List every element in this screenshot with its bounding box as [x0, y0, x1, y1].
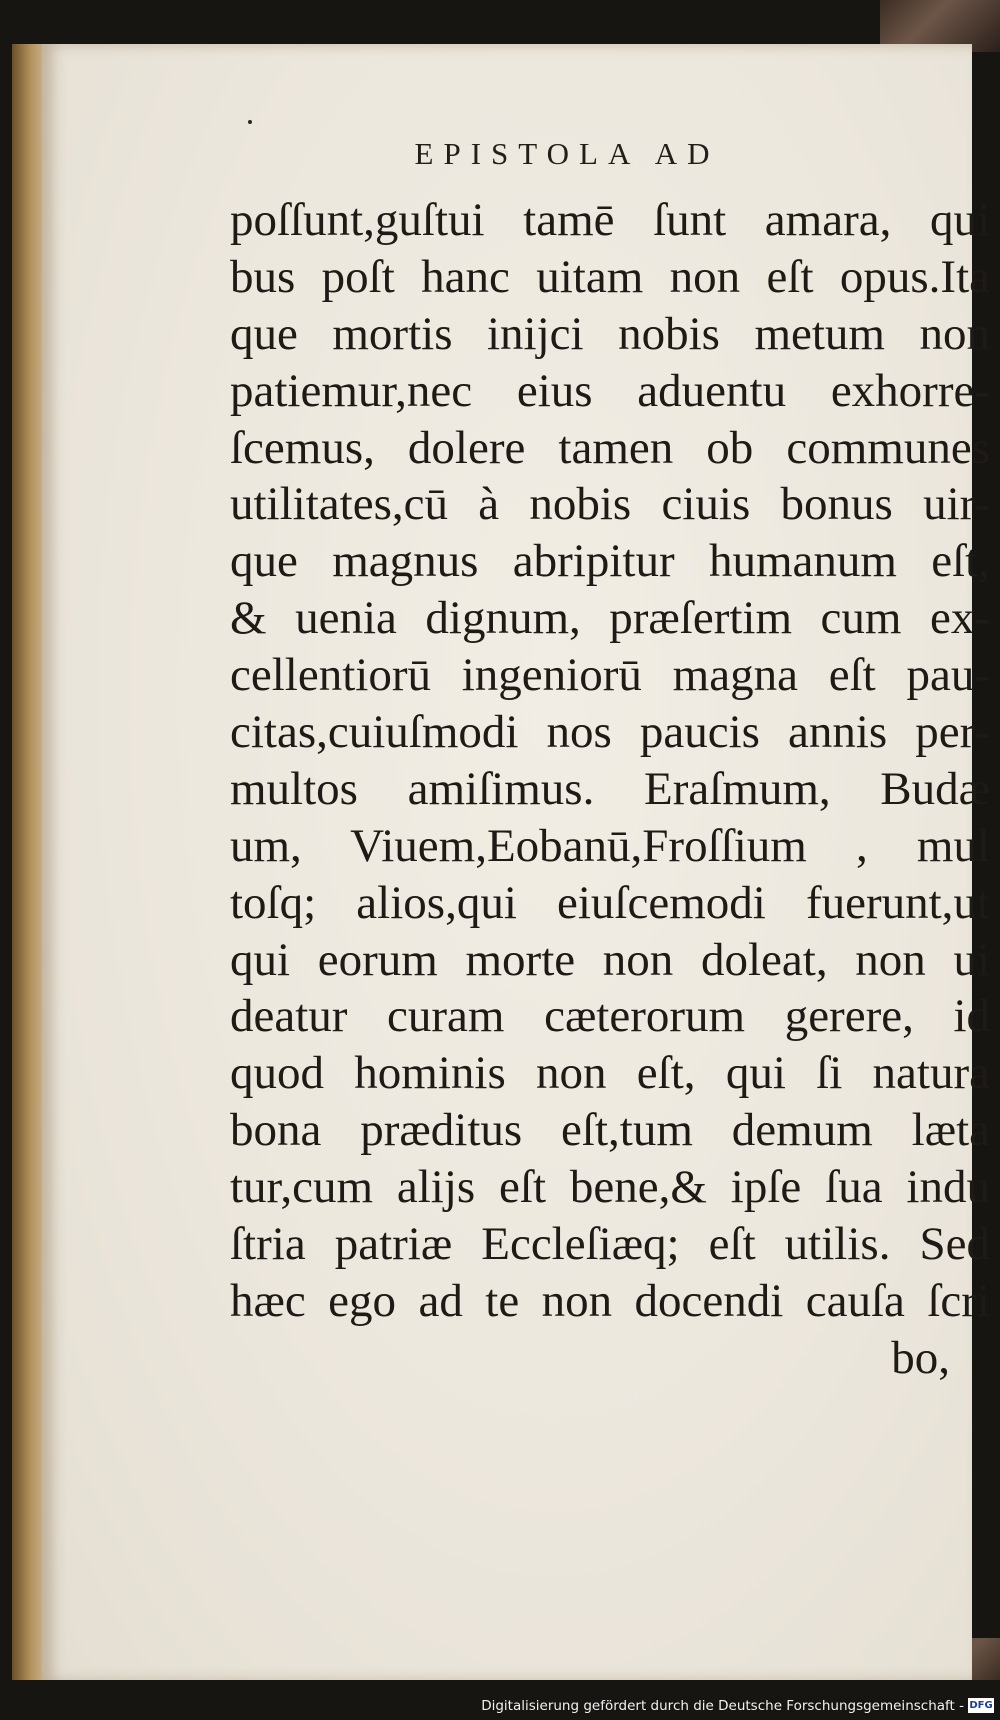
text-line: que mortis inijci nobis metum non: [230, 307, 990, 360]
text-line: um, Viuem,Eobanū,Froſſium , mul: [230, 819, 990, 872]
dfg-logo-icon: DFG: [969, 1700, 993, 1711]
text-line: cellentiorū ingeniorū magna eſt pau-: [230, 649, 990, 702]
footer-bar: [0, 1680, 1000, 1720]
text-line: hæc ego ad te non docendi cauſa ſcri: [230, 1274, 990, 1327]
text-line: poſſunt,guſtui tamē ſunt amara, qui: [230, 194, 990, 246]
text-line: bona præditus eſt,tum demum læta: [230, 1104, 990, 1157]
text-line: multos amiſimus. Eraſmum, Budæ: [230, 762, 990, 815]
text-line: patiemur,nec eius aduentu exhorre-: [230, 364, 990, 417]
text-line: que magnus abripitur humanum eſt,: [230, 535, 990, 588]
text-line: quod hominis non eſt, qui ſi natura: [230, 1047, 990, 1100]
text-line: ſtria patriæ Eccleſiæq; eſt utilis. Sed: [230, 1218, 990, 1271]
book-page: [42, 44, 990, 1682]
text-line: & uenia dignum, præſertim cum ex-: [230, 592, 990, 645]
text-line: toſq; alios,qui eiuſcemodi fuerunt,ut: [230, 876, 990, 929]
catchword: bo,: [891, 1331, 950, 1384]
text-line: deatur curam cæterorum gerere, id: [230, 990, 990, 1043]
text-line: tur,cum alijs eſt bene,& ipſe ſua indu: [230, 1161, 990, 1214]
ink-dot: [248, 120, 252, 124]
digitization-credit: Digitalisierung gefördert durch die Deutsche Forschungsgemeinschaft -: [481, 1698, 964, 1714]
text-line: bus poſt hanc uitam non eſt opus.Ita: [230, 250, 990, 303]
page-text: [230, 192, 990, 1387]
text-line: qui eorum morte non doleat, non ui: [230, 933, 990, 986]
text-line: utilitates,cū à nobis ciuis bonus uir-: [230, 478, 990, 531]
text-line: citas,cuiuſmodi nos paucis annis per-: [230, 706, 990, 759]
text-line: ſcemus, dolere tamen ob communes: [230, 421, 990, 474]
running-head: EPISTOLA AD: [414, 136, 720, 171]
